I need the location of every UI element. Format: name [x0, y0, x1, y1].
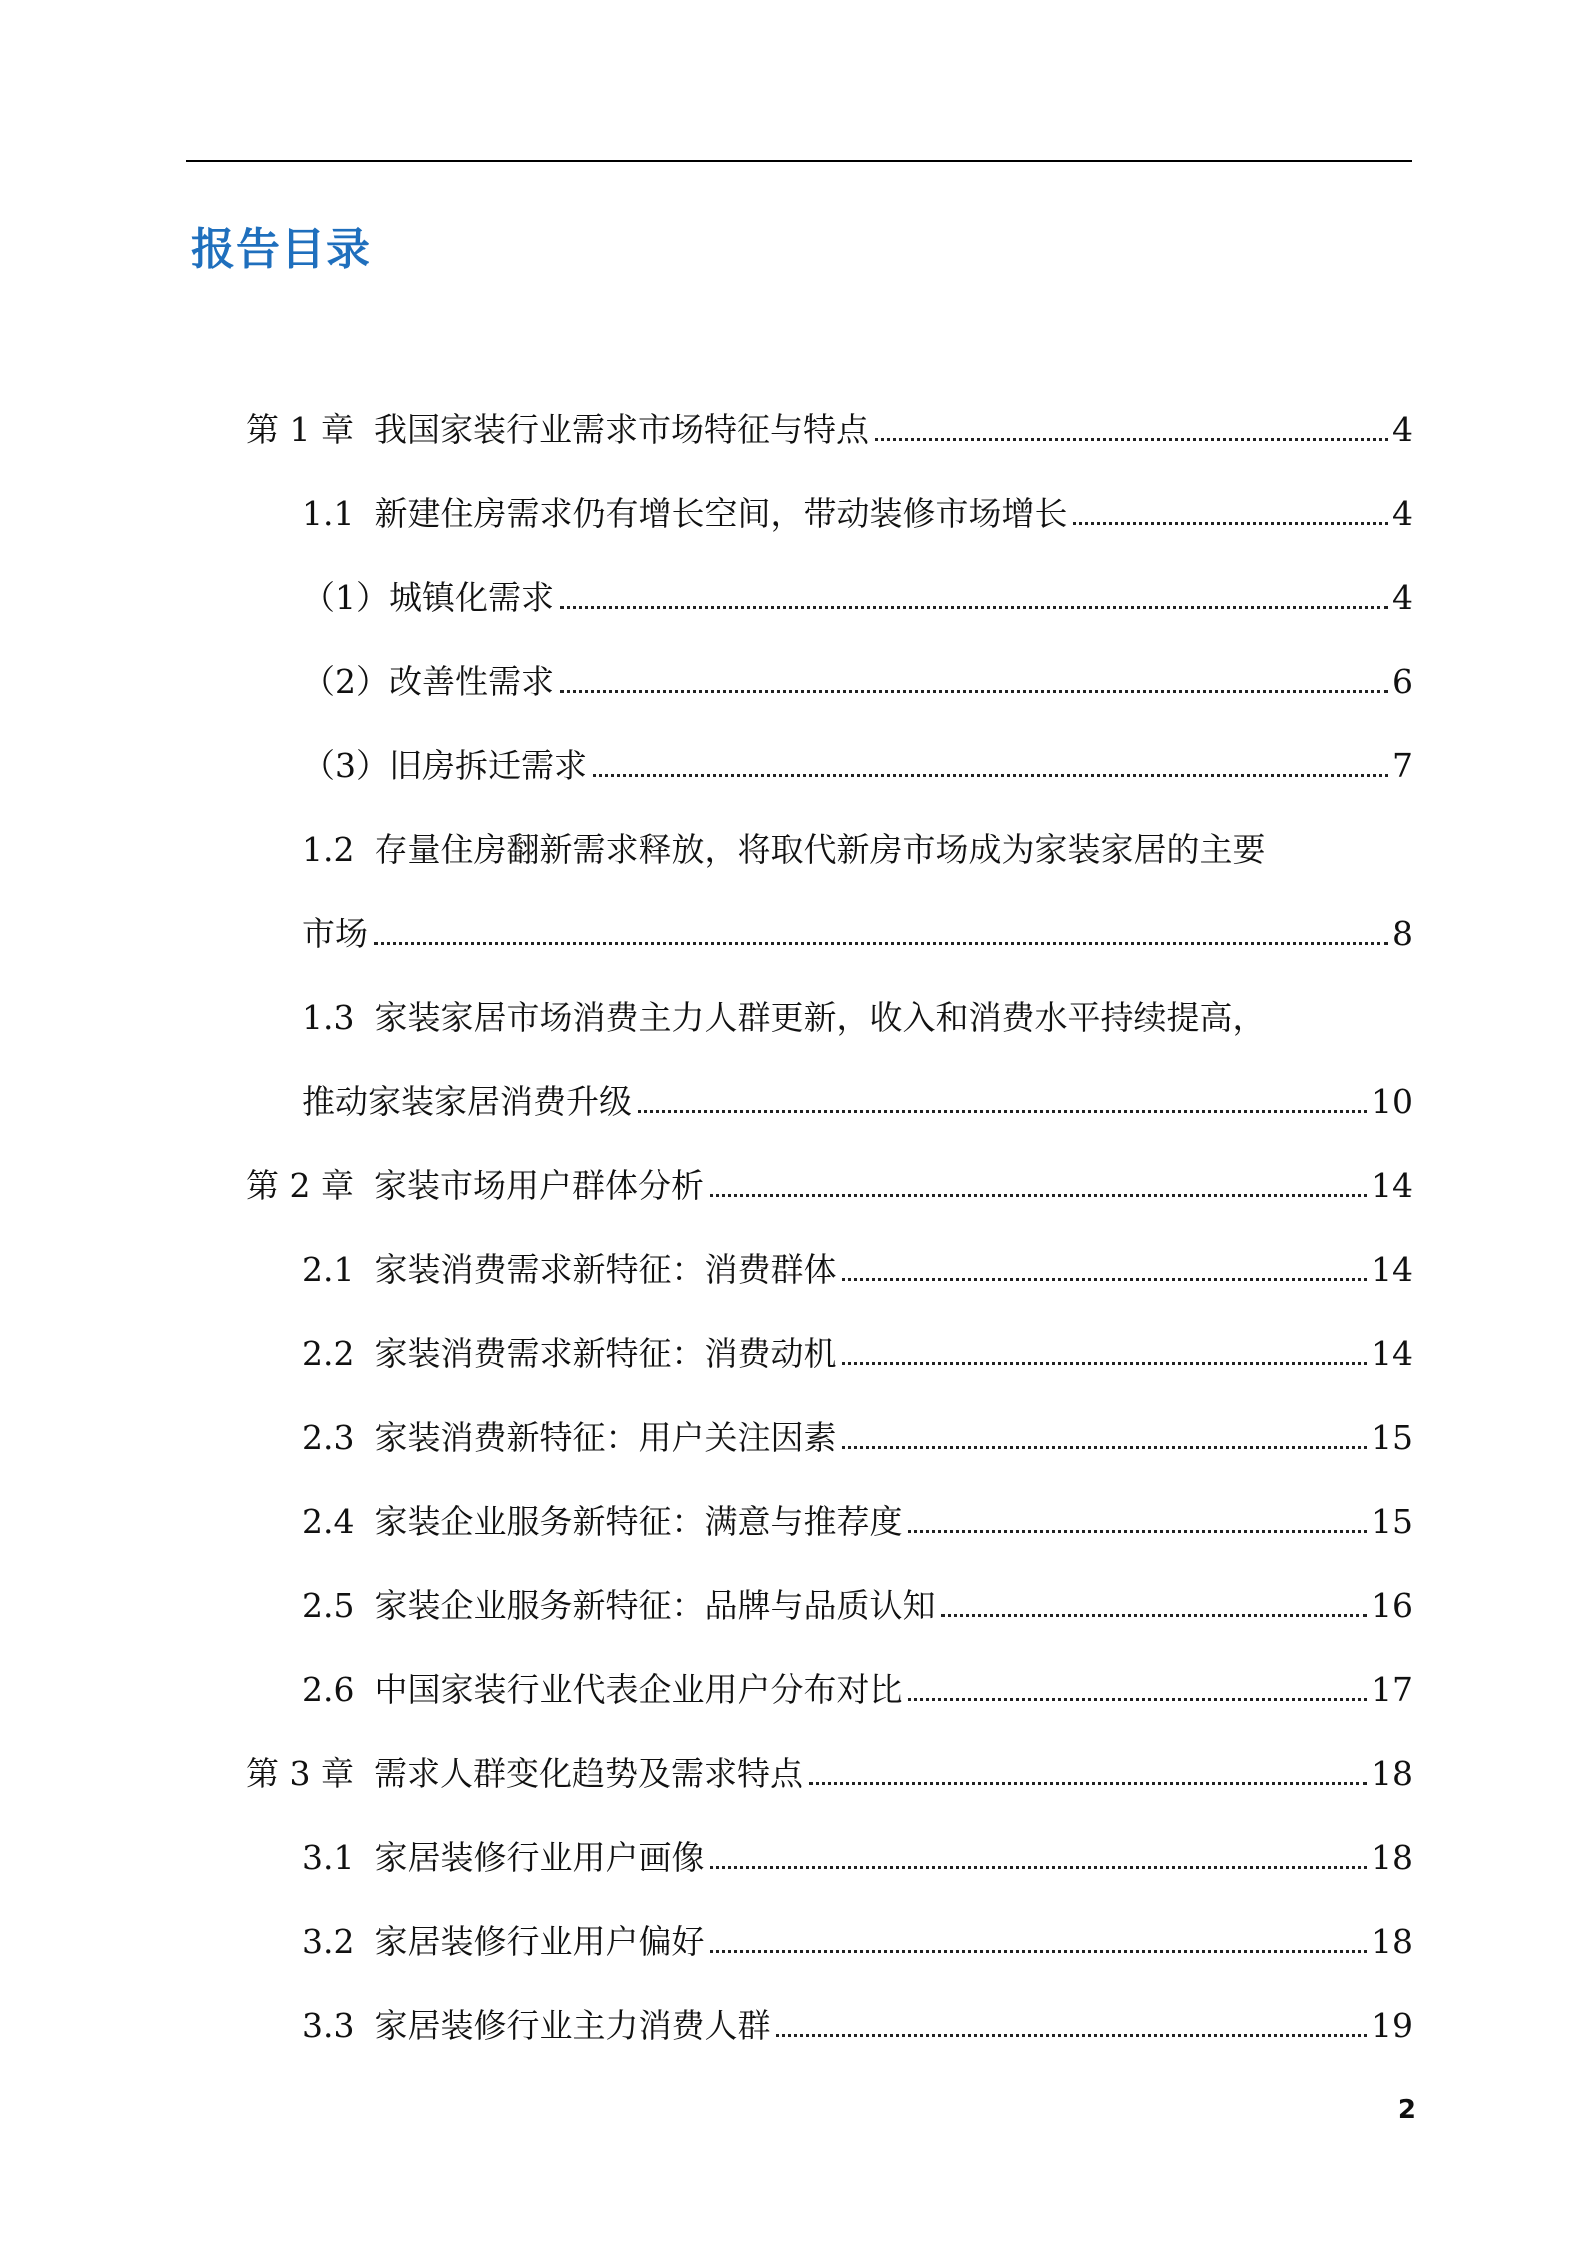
- toc-entry-number: （3）: [302, 746, 389, 785]
- toc-entry-text: [302, 1921, 704, 1963]
- toc-entry-number: 第 1 章: [246, 410, 354, 449]
- toc-leader-dots: [875, 438, 1388, 441]
- toc-entry-2-6[interactable]: [302, 1655, 1413, 1711]
- toc-entry-title: 我国家装行业需求市场特征与特点: [373, 410, 869, 449]
- toc-entry-2-2[interactable]: [302, 1319, 1413, 1375]
- toc-entry-3-1[interactable]: [302, 1823, 1413, 1879]
- toc-entry-page: 10: [1371, 1082, 1413, 1121]
- toc-entry-title: 家居装修行业主力消费人群: [374, 2006, 771, 2045]
- toc-entry-page: 14: [1371, 1334, 1413, 1373]
- toc-entry-1-1-3[interactable]: [302, 731, 1413, 787]
- toc-leader-dots: [1073, 522, 1388, 525]
- toc-entry-1-2[interactable]: [302, 815, 1413, 871]
- toc-entry-3-3[interactable]: [302, 1991, 1413, 2047]
- toc-leader-dots: [809, 1782, 1367, 1785]
- toc-entry-number: 2.5: [302, 1586, 355, 1625]
- toc-entry-number: 3.1: [302, 1838, 355, 1877]
- toc-entry-number: （2）: [302, 662, 389, 701]
- toc-entry-text: [302, 745, 587, 787]
- toc-entry-1-1-1[interactable]: [302, 563, 1413, 619]
- toc-entry-page: 18: [1371, 1838, 1413, 1877]
- toc-leader-dots: [842, 1362, 1367, 1365]
- toc-leader-dots: [560, 606, 1388, 609]
- toc-entry-chapter-3[interactable]: [246, 1739, 1413, 1795]
- page-title: 报告目录: [191, 224, 371, 275]
- toc-entry-2-1[interactable]: [302, 1235, 1413, 1291]
- toc-entry-title: 家居装修行业用户偏好: [374, 1922, 705, 1961]
- toc-entry-text: [302, 661, 554, 703]
- toc-entry-title: 中国家装行业代表企业用户分布对比: [374, 1670, 903, 1709]
- toc-entry-text: [302, 1837, 704, 1879]
- toc-leader-dots: [908, 1698, 1367, 1701]
- toc-entry-number: 3.2: [302, 1922, 355, 1961]
- toc-entry-number: 1.3: [302, 998, 355, 1037]
- toc-entry-title: 推动家装家居消费升级: [302, 1082, 632, 1121]
- toc-entry-1-1[interactable]: [302, 479, 1413, 535]
- toc-entry-page: 19: [1371, 2006, 1413, 2045]
- toc-entry-page: 15: [1371, 1418, 1413, 1457]
- toc-entry-title: 需求人群变化趋势及需求特点: [373, 1754, 803, 1793]
- toc-entry-2-4[interactable]: [302, 1487, 1413, 1543]
- toc-entry-title: 市场: [302, 914, 368, 953]
- toc-entry-number: 第 2 章: [246, 1166, 354, 1205]
- toc-entry-text: [302, 1501, 902, 1543]
- toc-leader-dots: [710, 1950, 1367, 1953]
- toc-entry-2-3[interactable]: [302, 1403, 1413, 1459]
- toc-entry-title: 家装企业服务新特征：满意与推荐度: [374, 1502, 903, 1541]
- toc-entry-text: [302, 1249, 836, 1291]
- toc-entry-text: [246, 409, 869, 451]
- toc-entry-title: 存量住房翻新需求释放，将取代新房市场成为家装家居的主要: [374, 830, 1266, 869]
- toc-leader-dots: [842, 1446, 1367, 1449]
- toc-entry-number: 2.3: [302, 1418, 355, 1457]
- toc-entry-text: [246, 1753, 803, 1795]
- toc-entry-number: 第 3 章: [246, 1754, 354, 1793]
- toc-entry-text: [302, 1333, 836, 1375]
- toc-entry-title: 家装消费需求新特征：消费群体: [374, 1250, 837, 1289]
- toc-entry-page: 4: [1392, 578, 1413, 617]
- toc-entry-title: 改善性需求: [389, 662, 554, 701]
- toc-entry-title: 家装企业服务新特征：品牌与品质认知: [374, 1586, 936, 1625]
- toc-entry-number: 1.2: [302, 830, 355, 869]
- toc-leader-dots: [374, 942, 1388, 945]
- toc-entry-chapter-1[interactable]: [246, 395, 1413, 451]
- toc-entry-text: [302, 1081, 632, 1123]
- toc-entry-text: [302, 493, 1067, 535]
- toc-leader-dots: [908, 1530, 1367, 1533]
- toc-entry-number: 2.2: [302, 1334, 355, 1373]
- toc-entry-chapter-2[interactable]: [246, 1151, 1413, 1207]
- toc-entry-page: 18: [1371, 1754, 1413, 1793]
- toc-entry-number: 3.3: [302, 2006, 355, 2045]
- toc-entry-text: [302, 1417, 836, 1459]
- toc-entry-page: 16: [1371, 1586, 1413, 1625]
- toc-entry-page: 15: [1371, 1502, 1413, 1541]
- toc-entry-title: 家装市场用户群体分析: [373, 1166, 704, 1205]
- toc-entry-number: 1.1: [302, 494, 355, 533]
- toc-entry-page: 4: [1392, 410, 1413, 449]
- toc-entry-page: 4: [1392, 494, 1413, 533]
- page-number: 2: [1397, 2095, 1416, 2125]
- toc-leader-dots: [842, 1278, 1367, 1281]
- toc-entry-title: 家装消费新特征：用户关注因素: [374, 1418, 837, 1457]
- toc-entry-text: [302, 1585, 935, 1627]
- toc-entry-2-5[interactable]: [302, 1571, 1413, 1627]
- toc-entry-1-3-continued[interactable]: [302, 1067, 1413, 1123]
- toc-entry-text: [302, 2005, 770, 2047]
- toc-entry-text: [246, 1165, 704, 1207]
- toc-entry-text: [302, 913, 368, 955]
- toc-entry-text: [302, 997, 1265, 1039]
- toc-entry-number: 2.6: [302, 1670, 355, 1709]
- toc-entry-number: （1）: [302, 578, 389, 617]
- toc-leader-dots: [776, 2034, 1367, 2037]
- toc-entry-1-2-continued[interactable]: [302, 899, 1413, 955]
- toc-entry-page: 6: [1392, 662, 1413, 701]
- toc-entry-page: 14: [1371, 1250, 1413, 1289]
- toc-entry-1-3[interactable]: [302, 983, 1413, 1039]
- toc-entry-title: 新建住房需求仍有增长空间，带动装修市场增长: [374, 494, 1068, 533]
- toc-entry-title: 家装家居市场消费主力人群更新，收入和消费水平持续提高，: [374, 998, 1266, 1037]
- toc-leader-dots: [638, 1110, 1367, 1113]
- toc-entry-number: 2.4: [302, 1502, 355, 1541]
- toc-entry-page: 7: [1392, 746, 1413, 785]
- toc-leader-dots: [941, 1614, 1367, 1617]
- toc-entry-page: 17: [1371, 1670, 1413, 1709]
- toc-entry-number: 2.1: [302, 1250, 355, 1289]
- toc-leader-dots: [710, 1866, 1367, 1869]
- toc-entry-3-2[interactable]: [302, 1907, 1413, 1963]
- toc-entry-text: [302, 1669, 902, 1711]
- toc-leader-dots: [593, 774, 1388, 777]
- toc-entry-page: 18: [1371, 1922, 1413, 1961]
- toc-leader-dots: [560, 690, 1388, 693]
- toc-entry-title: 家装消费需求新特征：消费动机: [374, 1334, 837, 1373]
- toc-entry-title: 家居装修行业用户画像: [374, 1838, 705, 1877]
- toc-entry-title: 城镇化需求: [389, 578, 554, 617]
- toc-entry-text: [302, 577, 554, 619]
- toc-entry-title: 旧房拆迁需求: [389, 746, 587, 785]
- toc-entry-page: 14: [1371, 1166, 1413, 1205]
- toc-entry-text: [302, 829, 1265, 871]
- toc-leader-dots: [710, 1194, 1367, 1197]
- toc-entry-page: 8: [1392, 914, 1413, 953]
- toc-entry-1-1-2[interactable]: [302, 647, 1413, 703]
